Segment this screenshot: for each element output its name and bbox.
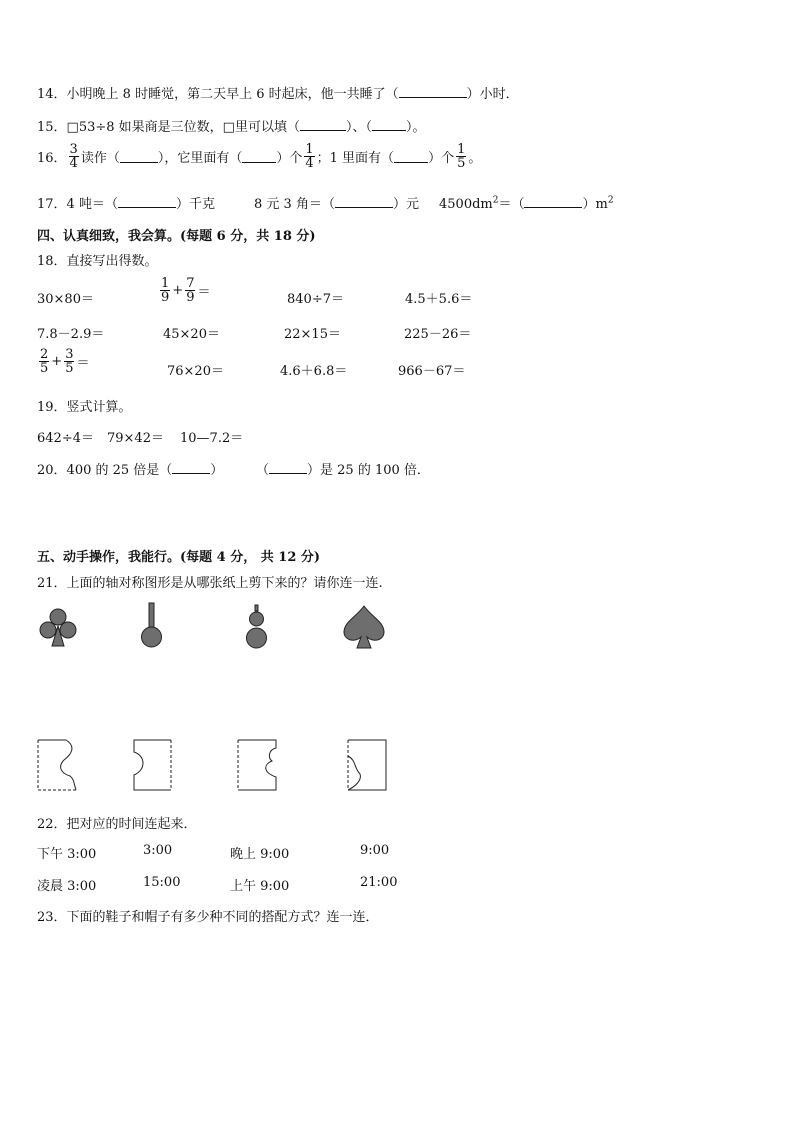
question-23-title: 23．下面的鞋子和帽子有多少种不同的搭配方式？连一连． bbox=[37, 910, 379, 925]
calc-item: 225－26＝ bbox=[404, 327, 472, 342]
question-21-title: 21．上面的轴对称图形是从哪张纸上剪下来的？请你连一连. bbox=[37, 576, 383, 591]
paper-piece-3[interactable] bbox=[238, 740, 276, 790]
question-19-title: 19．竖式计算。 bbox=[37, 400, 132, 415]
club-shape-icon[interactable] bbox=[40, 609, 76, 646]
question-17-part-b: 8 元 3 角＝（ ）元 bbox=[254, 197, 419, 212]
question-17: 17．4 吨＝（ ）千克 bbox=[37, 197, 215, 212]
question-20: 20．400 的 25 倍是（ ） bbox=[37, 463, 224, 478]
calc-item: 22×15＝ bbox=[284, 327, 341, 342]
spade-shape-icon[interactable] bbox=[344, 606, 384, 648]
calc-item: 840÷7＝ bbox=[287, 292, 344, 307]
calc-item: 10—7.2＝ bbox=[180, 431, 244, 446]
section-5-heading: 五、动手操作，我能行。(每题 4 分， 共 12 分) bbox=[37, 550, 321, 565]
question-16: 16． $\frac{3}{4}$ 读作（ ），它里面有（ ）个 $\frac{1}{4}$ ；1 里面有（ ）个 $\frac{1}{5}$ 。 bbox=[37, 142, 482, 171]
calc-item: 76×20＝ bbox=[167, 364, 224, 379]
calc-item: 4.6＋6.8＝ bbox=[280, 364, 348, 379]
pendant-shape-icon[interactable] bbox=[142, 603, 162, 647]
time-item[interactable]: 晚上 9:00 bbox=[230, 847, 290, 862]
calc-item: 45×20＝ bbox=[163, 327, 220, 342]
time-item[interactable]: 上午 9:00 bbox=[230, 879, 290, 894]
calc-item-fraction-sum: $\frac{2}{5}$ + $\frac{3}{5}$ ＝ bbox=[40, 347, 90, 376]
paper-piece-1[interactable] bbox=[38, 740, 76, 790]
calc-item: 7.8－2.9＝ bbox=[37, 327, 105, 342]
gourd-shape-icon[interactable] bbox=[247, 605, 267, 648]
question-15: 15．□53÷8 如果商是三位数，□里可以填（ ）、（ ）。 bbox=[37, 120, 426, 135]
question-20-part-b: （ ）是 25 的 100 倍． bbox=[256, 463, 430, 478]
fraction: $\frac{1}{5}$ bbox=[457, 142, 466, 171]
fraction: $\frac{1}{4}$ bbox=[305, 142, 314, 171]
paper-piece-4[interactable] bbox=[348, 740, 386, 790]
calc-item: 966－67＝ bbox=[398, 364, 466, 379]
calc-item: 79×42＝ bbox=[107, 431, 164, 446]
calc-item: 4.5＋5.6＝ bbox=[405, 292, 473, 307]
fraction: $\frac{3}{4}$ bbox=[69, 142, 78, 171]
calc-item: 30×80＝ bbox=[37, 292, 94, 307]
time-item[interactable]: 15:00 bbox=[143, 875, 181, 890]
question-22-title: 22．把对应的时间连起来． bbox=[37, 817, 197, 832]
question-18-title: 18．直接写出得数。 bbox=[37, 254, 158, 269]
question-14: 14．小明晚上 8 时睡觉，第二天早上 6 时起床，他一共睡了（ ）小时． bbox=[37, 87, 519, 102]
section-4-heading: 四、认真细致，我会算。(每题 6 分，共 18 分) bbox=[37, 229, 316, 244]
question-17-part-c: $4500dm^2=$（ ）$m^2$ bbox=[439, 195, 614, 212]
time-item[interactable]: 21:00 bbox=[360, 875, 398, 890]
calc-item-fraction-sum: $\frac{1}{9}$ + $\frac{7}{9}$ ＝ bbox=[161, 276, 211, 305]
paper-piece-2[interactable] bbox=[134, 740, 171, 790]
time-item[interactable]: 9:00 bbox=[360, 843, 390, 858]
time-item[interactable]: 凌晨 3:00 bbox=[37, 879, 97, 894]
calc-item: 642÷4＝ bbox=[37, 431, 94, 446]
time-item[interactable]: 下午 3:00 bbox=[37, 847, 97, 862]
time-item[interactable]: 3:00 bbox=[143, 843, 173, 858]
